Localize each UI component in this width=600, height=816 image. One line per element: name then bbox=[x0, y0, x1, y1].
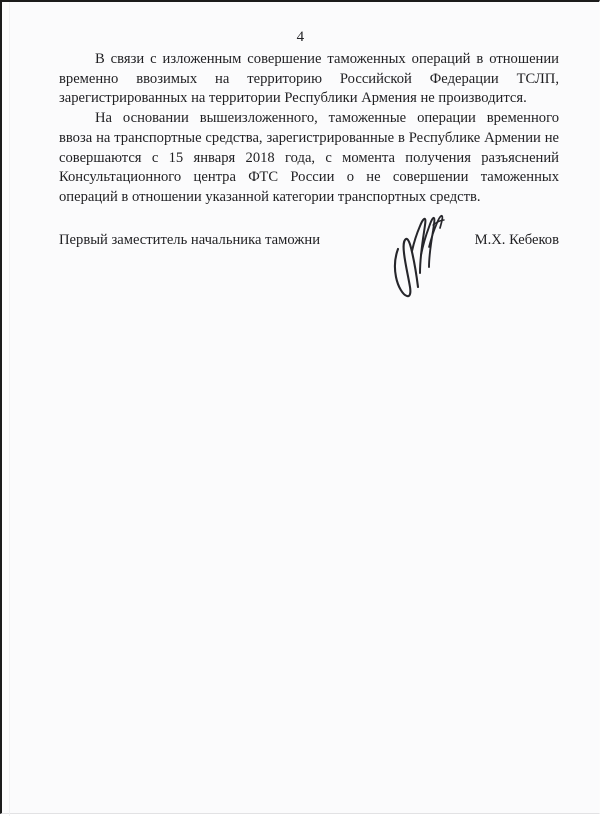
paragraph-2: На основании вышеизложенного, таможенные операции временного ввоза на транспортные средства, зарегистрированные в Республике Армении не совершаются с 15 января 2018 года, с момента получения разъяснений Консультационного центра ФТС России о не совершении таможенных операций в отношении указанной категории транспортных средств. bbox=[59, 110, 559, 205]
signatory-title: Первый заместитель начальника таможни bbox=[59, 232, 320, 248]
scan-edge-line bbox=[9, 2, 10, 816]
signature-block bbox=[59, 231, 559, 311]
signatory-name: М.Х. Кебеков bbox=[474, 232, 559, 248]
paragraph-1: В связи с изложенным совершение таможенных операций в отношении временно ввозимых на территорию Российской Федерации ТСЛП, зарегистрированных на территории Республики Армения не производится. bbox=[59, 51, 559, 107]
document-body bbox=[59, 50, 559, 208]
page-number: 4 bbox=[296, 29, 305, 45]
handwritten-signature-icon bbox=[391, 211, 455, 307]
